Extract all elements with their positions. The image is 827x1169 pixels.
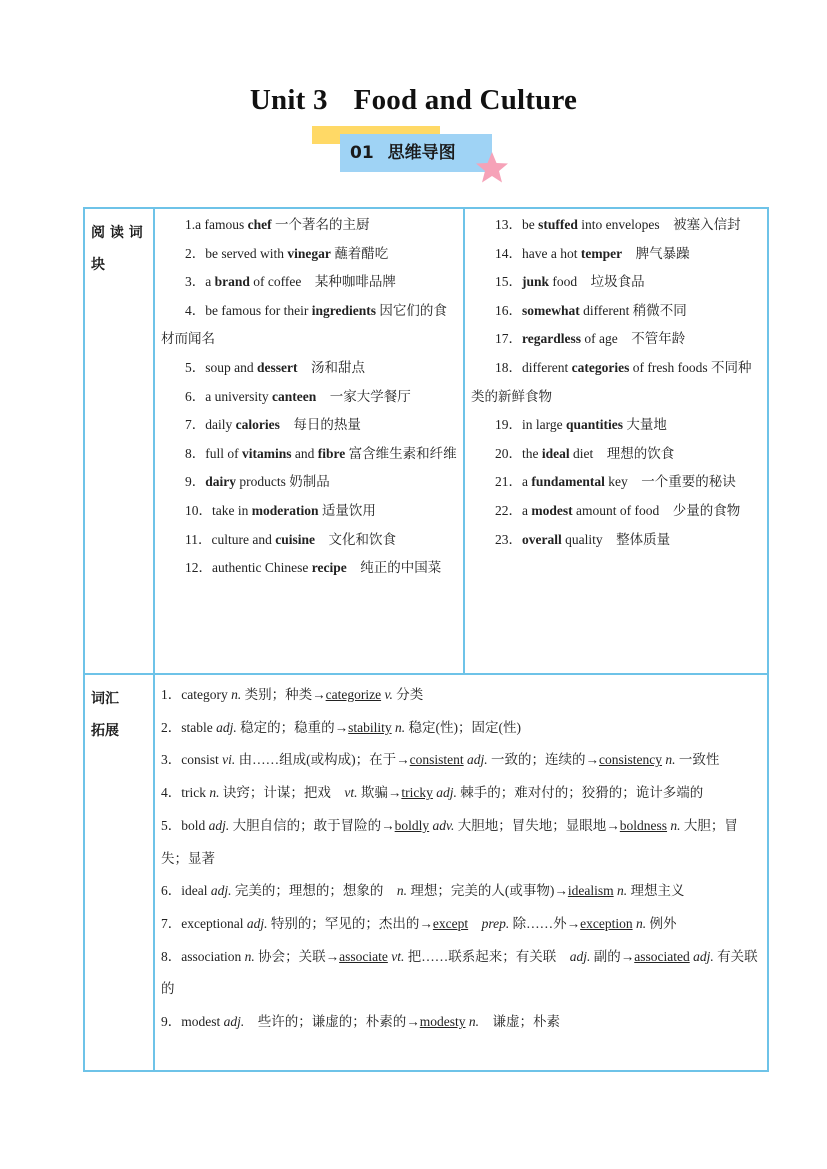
phrase-item <box>161 240 459 269</box>
phrase-row <box>84 208 768 674</box>
vocab-text: 诀窍；计谋；把戏 <box>219 785 345 801</box>
phrase-item <box>161 383 459 412</box>
derived-word: modesty <box>419 1014 466 1030</box>
vocab-text: 大胆；冒失；显著 <box>161 817 738 866</box>
phrase-keyword: recipe <box>311 560 347 576</box>
vocab-item <box>161 1006 761 1039</box>
phrase-text: 14．have a hot <box>495 245 581 261</box>
phrase-item <box>471 497 763 526</box>
phrase-item <box>471 268 763 297</box>
phrase-list-right <box>464 208 768 674</box>
section-title: 思维导图 <box>387 143 456 163</box>
unit-name: Food and Culture <box>353 84 578 116</box>
phrase-item <box>471 440 763 469</box>
phrase-keyword: temper <box>580 245 623 261</box>
phrase-keyword: junk <box>522 274 550 290</box>
phrase-text: 10．take in <box>185 502 252 518</box>
vocab-text: 8．association <box>161 948 245 964</box>
phrase-keyword: modest <box>531 502 573 518</box>
phrase-text: 13．be <box>495 217 539 232</box>
phrase-text: amount of food 少量的食物 <box>572 502 741 518</box>
part-of-speech: vt. <box>344 785 358 801</box>
part-of-speech: n. <box>396 883 408 899</box>
part-of-speech: n. <box>665 752 676 768</box>
vocab-text: 些许的；谦虚的；朴素的→ <box>244 1014 420 1030</box>
section-number: 01 <box>350 143 374 163</box>
phrase-text: and <box>291 445 318 461</box>
derived-word: categorize <box>325 687 382 702</box>
part-of-speech: adj. <box>216 719 237 735</box>
unit-number: Unit 3 <box>249 84 328 116</box>
phrase-item <box>161 354 459 383</box>
phrase-keyword: ingredients <box>311 302 376 318</box>
phrase-item <box>471 211 763 240</box>
derived-word: stability <box>348 719 392 735</box>
section-label <box>340 134 492 172</box>
part-of-speech: vi. <box>222 752 236 768</box>
part-of-speech: prep. <box>481 915 510 931</box>
vocab-text: 有关联的 <box>161 948 758 997</box>
part-of-speech: n. <box>468 1014 480 1030</box>
part-of-speech: n. <box>670 817 681 833</box>
phrase-item <box>161 211 459 240</box>
phrase-text: 9． <box>185 474 206 490</box>
phrase-keyword: quantities <box>566 417 624 433</box>
vocab-text: 9．modest <box>161 1014 224 1030</box>
phrase-keyword: canteen <box>272 388 317 404</box>
vocab-text: 棘手的；难对付的；狡猾的；诡计多端的 <box>456 785 704 801</box>
phrase-text: 11．culture and <box>185 531 276 547</box>
phrase-text: of coffee 某种咖啡品牌 <box>249 274 396 290</box>
phrase-keyword: regardless <box>522 331 581 347</box>
phrase-text: 15． <box>495 274 522 290</box>
vocab-text: 例外 <box>646 915 677 931</box>
vocab-text: 把……联系起来；有关联 <box>404 948 570 964</box>
phrase-text: 5．soup and <box>185 359 257 375</box>
phrase-text: diet 理想的饮食 <box>569 445 675 461</box>
vocab-item <box>161 908 761 941</box>
derived-word: except <box>432 915 469 931</box>
phrase-keyword: somewhat <box>522 302 580 318</box>
vocab-text: 6．ideal <box>161 883 211 899</box>
phrase-keyword: vitamins <box>242 445 292 461</box>
phrase-item <box>471 526 763 555</box>
phrase-keyword: cuisine <box>275 531 315 547</box>
phrase-list-left <box>154 208 464 674</box>
phrase-text: 纯正的中国菜 <box>346 560 442 576</box>
phrase-text: 因它们的食材而闻名 <box>161 302 447 347</box>
phrase-item <box>161 554 459 583</box>
phrase-item <box>161 468 459 497</box>
phrase-text: 22．a <box>495 502 532 518</box>
phrase-keyword: ideal <box>541 445 570 461</box>
phrase-text: key 一个重要的秘诀 <box>604 474 736 490</box>
vocab-text: 2．stable <box>161 719 217 735</box>
vocab-text: 大胆地；冒失地；显眼地→ <box>454 817 620 833</box>
vocab-text: 除……外→ <box>509 915 581 931</box>
phrase-item <box>161 297 459 354</box>
phrase-keyword: fibre <box>317 445 346 461</box>
part-of-speech: n. <box>231 687 242 702</box>
part-of-speech: adj. <box>210 883 232 899</box>
vocab-block-label: 词汇 拓展 <box>84 674 154 1071</box>
phrase-text: 脾气暴躁 <box>622 245 690 261</box>
derived-word: boldness <box>619 817 668 833</box>
part-of-speech: v. <box>384 687 393 702</box>
part-of-speech: adj. <box>208 817 230 833</box>
part-of-speech: adj. <box>246 915 268 931</box>
phrase-text: 21．a <box>495 474 532 490</box>
phrase-text: 一个著名的主厨 <box>271 217 370 232</box>
derived-word: idealism <box>567 883 614 899</box>
vocab-text: 协会；关联→ <box>254 948 340 964</box>
part-of-speech: adj. <box>569 948 591 964</box>
derived-word: tricky <box>401 785 433 801</box>
phrase-item <box>161 526 459 555</box>
phrase-item <box>471 240 763 269</box>
phrase-keyword: dairy <box>205 474 237 490</box>
phrase-item <box>471 354 763 411</box>
phrase-item <box>471 411 763 440</box>
vocab-text: 欺骗→ <box>357 785 402 801</box>
vocab-text: 由……组成(或构成)；在于→ <box>235 752 410 768</box>
phrase-item <box>161 268 459 297</box>
phrase-text: 一家大学餐厅 <box>316 388 411 404</box>
star-icon <box>474 150 510 186</box>
part-of-speech: adv. <box>432 817 455 833</box>
part-of-speech: adj. <box>436 785 457 801</box>
vocab-text: 一致的；连续的→ <box>487 752 600 768</box>
derived-word: consistent <box>409 752 464 768</box>
phrase-keyword: chef <box>247 217 272 232</box>
part-of-speech: adj. <box>693 948 714 964</box>
phrase-text: 20．the <box>495 445 542 461</box>
phrase-item <box>471 297 763 326</box>
phrase-text: 17． <box>495 331 522 347</box>
part-of-speech: n. <box>635 915 647 931</box>
phrase-text: 每日的热量 <box>279 417 361 433</box>
content-table <box>83 207 769 1072</box>
vocab-text: 分类 <box>392 687 424 702</box>
phrase-keyword: moderation <box>251 502 319 518</box>
phrase-text: 19．in large <box>495 417 566 433</box>
phrase-text: 7．daily <box>185 417 236 433</box>
phrase-text: 12．authentic Chinese <box>185 560 312 576</box>
phrase-text: 蘸着醋吃 <box>330 245 389 261</box>
derived-word: associate <box>339 948 388 964</box>
phrase-text: 大量地 <box>623 417 667 433</box>
derived-word: boldly <box>394 817 430 833</box>
phrase-item <box>161 497 459 526</box>
vocab-text: 稳定(性)；固定(性) <box>405 719 521 735</box>
part-of-speech: adj. <box>467 752 488 768</box>
phrase-text: 18．different <box>495 359 572 375</box>
vocab-text: 5．bold <box>161 817 209 833</box>
phrase-text: different 稍微不同 <box>579 302 687 318</box>
vocab-text: 大胆自信的；敢于冒险的→ <box>229 817 395 833</box>
vocab-text: 类别；种类→ <box>241 687 326 702</box>
phrase-text: 6．a university <box>185 388 272 404</box>
part-of-speech: n. <box>209 785 220 801</box>
phrase-text: quality 整体质量 <box>561 531 671 547</box>
vocab-text: 谦虚；朴素 <box>479 1014 561 1030</box>
phrase-item <box>161 440 459 469</box>
section-banner <box>312 126 512 196</box>
part-of-speech: adj. <box>223 1014 245 1030</box>
vocab-text: 副的→ <box>590 948 635 964</box>
phrase-keyword: fundamental <box>531 474 605 490</box>
phrase-text: of age 不管年龄 <box>581 331 686 347</box>
vocab-text: 4．trick <box>161 785 210 801</box>
vocab-item <box>161 941 761 1006</box>
derived-word: associated <box>634 948 690 964</box>
phrase-text: 适量饮用 <box>318 502 376 518</box>
phrase-keyword: stuffed <box>538 217 578 232</box>
phrase-text: 汤和甜点 <box>297 359 365 375</box>
phrase-keyword: brand <box>214 274 250 290</box>
vocab-item <box>161 712 761 745</box>
vocab-item <box>161 744 761 777</box>
vocab-text: 1．category <box>161 687 232 702</box>
phrase-text: products 奶制品 <box>236 474 330 490</box>
page-title <box>0 84 827 117</box>
phrase-keyword: vinegar <box>287 245 331 261</box>
vocab-text: 稳定的；稳重的→ <box>236 719 349 735</box>
vocab-item <box>161 679 761 712</box>
phrase-text: food 垃圾食品 <box>549 274 645 290</box>
phrase-text: 富含维生素和纤维 <box>345 445 457 461</box>
phrase-keyword: overall <box>522 531 562 547</box>
vocab-text: 3．consist <box>161 752 223 768</box>
vocab-text: 理想主义 <box>627 883 685 899</box>
phrase-keyword: dessert <box>257 359 298 375</box>
part-of-speech: n. <box>395 719 406 735</box>
part-of-speech: n. <box>617 883 628 899</box>
phrase-text: 文化和饮食 <box>315 531 396 547</box>
phrase-keyword: categories <box>571 359 630 375</box>
phrase-text: 23． <box>495 531 522 547</box>
vocab-text: 一致性 <box>675 752 720 768</box>
vocab-text: 特别的；罕见的；杰出的→ <box>267 915 433 931</box>
vocab-text: 7．exceptional <box>161 915 247 931</box>
phrase-text: of fresh foods 不同种类的新鲜食物 <box>471 359 752 404</box>
phrase-block-label: 阅 读 词 块 <box>84 208 154 674</box>
phrase-text: 3．a <box>185 274 215 290</box>
part-of-speech: vt. <box>391 948 405 964</box>
phrase-item <box>471 468 763 497</box>
phrase-text: into envelopes 被塞入信封 <box>577 217 741 232</box>
vocab-item <box>161 777 761 810</box>
vocab-item <box>161 810 761 875</box>
vocab-item <box>161 875 761 908</box>
derived-word: consistency <box>599 752 663 768</box>
vocab-row <box>84 674 768 1071</box>
phrase-keyword: calories <box>235 417 280 433</box>
vocab-text <box>468 916 482 931</box>
phrase-text: 8．full of <box>185 445 242 461</box>
part-of-speech: n. <box>244 948 255 964</box>
phrase-text: 2．be served with <box>185 245 288 261</box>
phrase-item <box>161 411 459 440</box>
vocab-text: 完美的；理想的；想象的 <box>231 883 397 899</box>
phrase-text: 1.a famous <box>185 217 248 232</box>
phrase-text: 4．be famous for their <box>185 302 312 318</box>
vocab-list <box>154 674 768 1071</box>
derived-word: exception <box>580 915 633 931</box>
phrase-text: 16． <box>495 302 522 318</box>
vocab-text: 理想；完美的人(或事物)→ <box>407 883 568 899</box>
phrase-item <box>471 325 763 354</box>
